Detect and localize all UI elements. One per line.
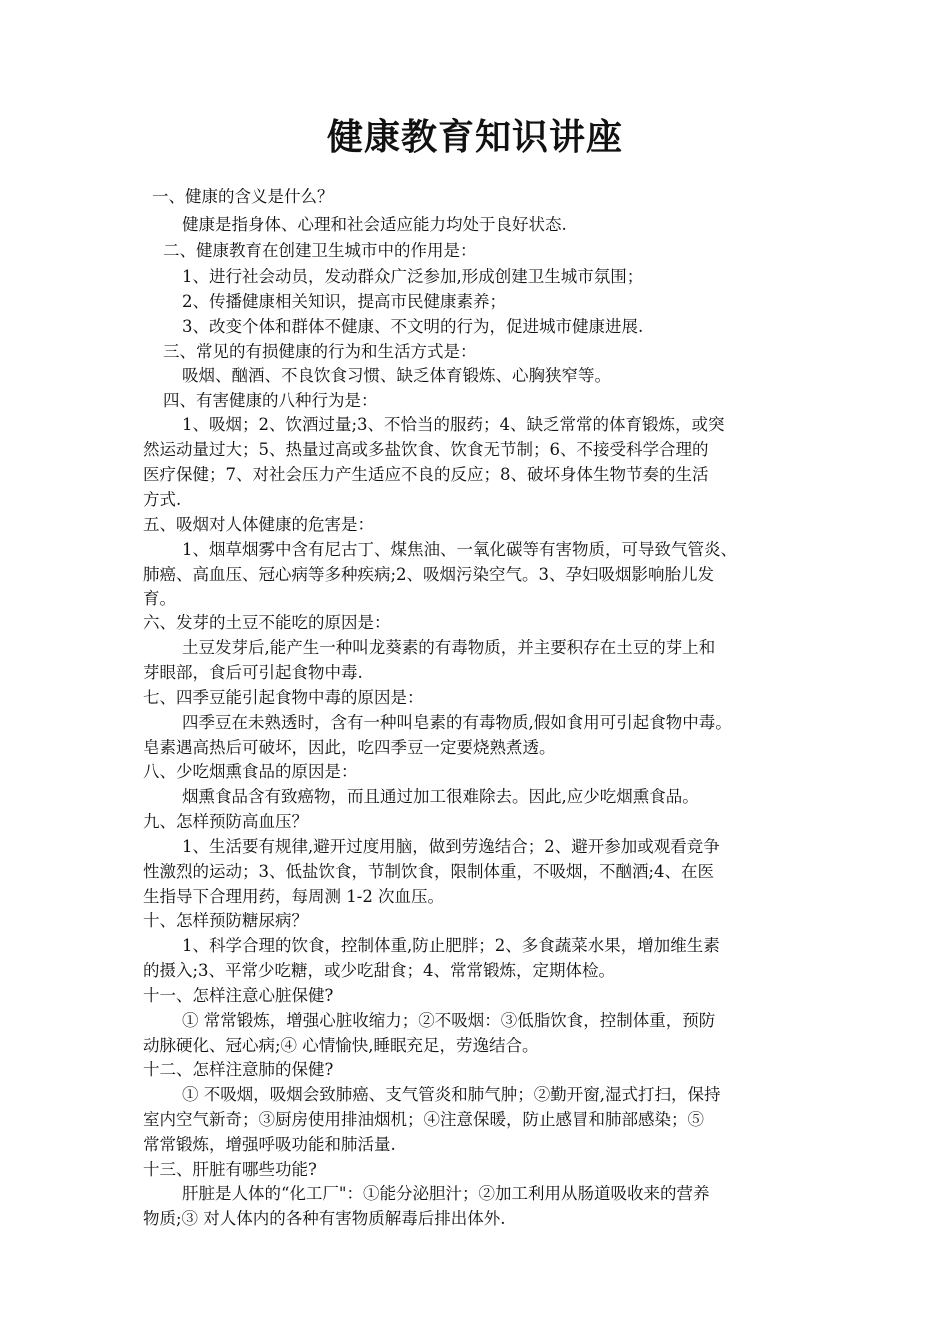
heading-q13: 十三、肝脏有哪些功能? [143, 1160, 317, 1179]
answer-q4-line-3: 医疗保健；7、对社会压力产生适应不良的反应；8、破坏身体生物节奏的生活 [143, 465, 709, 484]
answer-q6-line-1: 土豆发芽后,能产生一种叫龙葵素的有毒物质，并主要积存在土豆的芽上和 [182, 638, 716, 657]
heading-q6: 六、发芽的土豆不能吃的原因是： [143, 613, 391, 632]
answer-q2-line-1: 1、进行社会动员，发动群众广泛参加,形成创建卫生城市氛围； [182, 267, 644, 286]
heading-q2: 二、健康教育在创建卫生城市中的作用是： [163, 241, 477, 260]
answer-q9-line-1: 1、生活要有规律,避开过度用脑，做到劳逸结合；2、避开参加或观看竞争 [182, 837, 720, 856]
answer-q7-line-2: 皂素遇高热后可破坏，因此，吃四季豆一定要烧熟煮透。 [143, 738, 556, 757]
answer-q2-line-2: 2、传播健康相关知识，提高市民健康素养； [182, 292, 506, 311]
heading-q12: 十二、怎样注意肺的保健? [143, 1060, 334, 1079]
heading-q1: 一、健康的含义是什么？ [152, 187, 334, 206]
answer-q4-line-1: 1、吸烟；2、饮酒过量;3、不恰当的服药；4、缺乏常常的体育锻炼，或突 [182, 415, 725, 434]
answer-q8: 烟熏食品含有致癌物，而且通过加工很难除去。因此,应少吃烟熏食品。 [182, 787, 699, 806]
heading-q7: 七、四季豆能引起食物中毒的原因是： [143, 688, 424, 707]
heading-q9: 九、怎样预防高血压？ [143, 812, 308, 831]
answer-q10-line-2: 的摄入;3、平常少吃糖，或少吃甜食；4、常常锻炼，定期体检。 [143, 961, 616, 980]
heading-q8: 八、少吃烟熏食品的原因是： [143, 762, 358, 781]
answer-q4-line-4: 方式. [143, 490, 182, 509]
answer-q9-line-3: 生指导下合理用药，每周测 1-2 次血压。 [143, 887, 445, 906]
answer-q10-line-1: 1、科学合理的饮食，控制体重,防止肥胖；2、多食蔬菜水果，增加维生素 [182, 936, 720, 955]
answer-q2-line-3: 3、改变个体和群体不健康、不文明的行为，促进城市健康进展. [182, 317, 644, 336]
heading-q3: 三、常见的有损健康的行为和生活方式是： [163, 342, 477, 361]
heading-q10: 十、怎样预防糖尿病？ [143, 911, 308, 930]
answer-q11-line-2: 动脉硬化、冠心病;④ 心情愉快,睡眠充足，劳逸结合。 [143, 1036, 539, 1055]
answer-q1: 健康是指身体、心理和社会适应能力均处于良好状态. [182, 215, 567, 234]
answer-q4-line-2: 然运动量过大；5、热量过高或多盐饮食、饮食无节制；6、不接受科学合理的 [143, 440, 709, 459]
answer-q11-line-1: ① 常常锻炼，增强心脏收缩力；②不吸烟：③低脂饮食，控制体重，预防 [182, 1011, 716, 1030]
answer-q12-line-2: 室内空气新奇；③厨房使用排油烟机；④注意保暖，防止感冒和肺部感染；⑤ [143, 1110, 704, 1129]
answer-q5-line-2: 肺癌、高血压、冠心病等多种疾病;2、吸烟污染空气。3、孕妇吸烟影响胎儿发 [143, 565, 715, 584]
answer-q3: 吸烟、酗酒、不良饮食习惯、缺乏体育锻炼、心胸狭窄等。 [182, 366, 611, 385]
heading-q4: 四、有害健康的八种行为是： [163, 391, 378, 410]
answer-q12-line-3: 常常锻炼，增强呼吸功能和肺活量. [143, 1135, 396, 1154]
heading-q11: 十一、怎样注意心脏保健? [143, 986, 334, 1005]
answer-q9-line-2: 性激烈的运动；3、低盐饮食，节制饮食，限制体重，不吸烟，不酗酒;4、在医 [143, 862, 715, 881]
answer-q13-line-1: 肝脏是人体的“化工厂"：①能分泌胆汁；②加工利用从肠道吸收来的营养 [182, 1184, 710, 1203]
answer-q6-line-2: 芽眼部，食后可引起食物中毒. [143, 663, 363, 682]
answer-q7-line-1: 四季豆在未熟透时，含有一种叫皂素的有毒物质,假如食用可引起食物中毒。 [182, 713, 732, 732]
answer-q12-line-1: ① 不吸烟，吸烟会致肺癌、支气管炎和肺气肿；②勤开窗,湿式打扫，保持 [182, 1085, 721, 1104]
heading-q5: 五、吸烟对人体健康的危害是： [143, 515, 374, 534]
document-title: 健康教育知识讲座 [326, 117, 623, 158]
answer-q5-line-3: 育。 [143, 589, 176, 608]
answer-q5-line-1: 1、烟草烟雾中含有尼古丁、煤焦油、一氧化碳等有害物质，可导致气管炎、 [182, 540, 737, 559]
answer-q13-line-2: 物质;③ 对人体内的各种有害物质解毒后排出体外. [143, 1209, 506, 1228]
